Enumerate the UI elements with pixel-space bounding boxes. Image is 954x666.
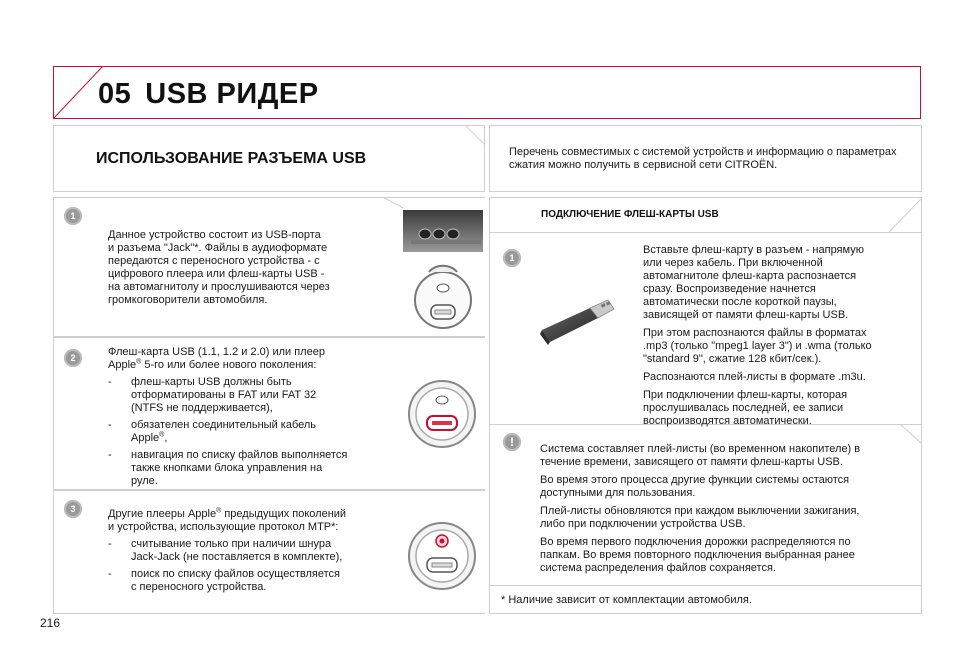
step2-badge: 2 bbox=[64, 349, 82, 367]
right-step1-paragraph bbox=[643, 327, 911, 366]
notice-paragraph bbox=[540, 443, 910, 469]
notice-paragraph bbox=[540, 505, 910, 531]
step2-bullet bbox=[108, 376, 390, 415]
para-line: доступными для пользования. bbox=[540, 487, 696, 499]
para-line: Распознаются плей-листы в формате .m3u. bbox=[643, 371, 866, 383]
step3-bullet bbox=[108, 568, 390, 594]
right-step1-paragraph bbox=[643, 371, 911, 384]
bullet-line bbox=[131, 432, 390, 445]
warning-icon: ! bbox=[503, 433, 521, 451]
step3-intro-post: предыдущих поколений bbox=[221, 508, 347, 520]
step1-line: на автомагнитолу и прослушиваются через bbox=[108, 281, 330, 293]
bullet-line: - поиск по списку файлов осуществляется bbox=[131, 568, 340, 580]
para-line: При подключении флеш-карты, которая bbox=[643, 389, 848, 401]
page-number: 216 bbox=[40, 616, 61, 630]
right-step1-paragraph bbox=[643, 244, 911, 322]
para-line: папкам. Во время повторного подключения выбранная ранее bbox=[540, 549, 855, 561]
para-line: воспроизводятся автоматически. bbox=[643, 415, 812, 427]
step3-intro-line bbox=[108, 508, 390, 521]
bullet-end: , bbox=[164, 432, 168, 444]
bullet-line: руле. bbox=[131, 475, 158, 487]
para-line: автомагнитоле флеш-карта распознается bbox=[643, 270, 857, 282]
bullet-line: - навигация по списку файлов выполняется bbox=[131, 449, 348, 461]
para-line: течение времени, зависящего от памяти флеш-карты USB. bbox=[540, 456, 843, 468]
step1-line: громкоговорители автомобиля. bbox=[108, 294, 268, 306]
para-line: прослушивалась последней, ее записи bbox=[643, 402, 844, 414]
step2-intro-rest: 5-го или более нового поколения: bbox=[141, 359, 317, 371]
usb-port-dashboard-illustration bbox=[403, 210, 483, 335]
bullet-line: отформатированы в FAT или FAT 32 bbox=[131, 389, 317, 401]
bullet-line: также кнопками блока управления на bbox=[131, 462, 323, 474]
para-line: система распределения файлов сохраняется. bbox=[540, 562, 776, 574]
registered-mark: ® bbox=[136, 358, 142, 366]
bullet-line: - флеш-карты USB должны быть bbox=[131, 376, 292, 388]
para-line: автоматически после короткой паузы, bbox=[643, 296, 837, 308]
right-step1-paragraph bbox=[643, 389, 911, 428]
step1-top-corner bbox=[53, 197, 403, 209]
step3-intro-line: и устройства, использующие протокол MTP*: bbox=[108, 521, 339, 533]
step3-intro-pre: Другие плееры Apple bbox=[108, 508, 217, 520]
chapter-title bbox=[98, 74, 319, 114]
bullet-line: Jack-Jack (не поставляется в комплекте), bbox=[131, 551, 343, 563]
step3-badge: 3 bbox=[64, 500, 82, 518]
para-line: .mp3 (только "mpeg1 layer 3") и .wma (только bbox=[643, 340, 872, 352]
section-title: ИСПОЛЬЗОВАНИЕ РАЗЪЕМА USB bbox=[96, 150, 367, 167]
usb-connection-subtitle: ПОДКЛЮЧЕНИЕ ФЛЕШ-КАРТЫ USB bbox=[541, 209, 719, 220]
step3-bullet bbox=[108, 538, 390, 564]
step1-line: передаются с переносного устройства - с bbox=[108, 255, 320, 267]
usb-port-highlight-illustration bbox=[406, 378, 478, 450]
chapter-number: 05 bbox=[98, 78, 132, 110]
para-line: зависящей от памяти флеш-карты USB. bbox=[643, 309, 849, 321]
para-line: Во время первого подключения дорожки распределяются по bbox=[540, 536, 851, 548]
step2-text bbox=[108, 346, 390, 488]
registered-mark: ® bbox=[159, 431, 165, 439]
bullet-line: (NTFS не поддерживается), bbox=[131, 402, 273, 414]
jack-port-highlight-illustration bbox=[406, 520, 478, 592]
step2-bullet-list bbox=[108, 376, 390, 488]
para-line: или через кабель. При включенной bbox=[643, 257, 823, 269]
para-line: Система составляет плей-листы (во временном накопителе) в bbox=[540, 443, 861, 455]
chapter-name: USB РИДЕР bbox=[145, 78, 319, 110]
notice-paragraph bbox=[540, 474, 910, 500]
step1-line: цифрового плеера или флеш-карты USB - bbox=[108, 268, 325, 280]
para-line: Вставьте флеш-карту в разъем - напрямую bbox=[643, 244, 864, 256]
bullet-line: с переносного устройства. bbox=[131, 581, 267, 593]
step2-bullet bbox=[108, 419, 390, 445]
step3-text bbox=[108, 508, 390, 594]
bullet-line: - обязателен соединительный кабель bbox=[131, 419, 317, 431]
apple-text: Apple bbox=[108, 359, 137, 371]
right-step1-badge: 1 bbox=[503, 249, 521, 267]
right-step1-text bbox=[643, 244, 911, 428]
step1-line: и разъема "Jack"*. Файлы в аудиоформате bbox=[108, 242, 328, 254]
footnote: * Наличие зависит от комплектации автомобиля. bbox=[501, 594, 752, 606]
para-line: либо при подключении устройства USB. bbox=[540, 518, 746, 530]
intro-text: Перечень совместимых с системой устройств и информацию о параметрах сжатия можно получить в сервисной сети CITROËN. bbox=[509, 146, 897, 171]
registered-mark: ® bbox=[216, 507, 222, 515]
step2-intro-line bbox=[108, 359, 390, 372]
para-line: Во время этого процесса другие функции системы остаются bbox=[540, 474, 850, 486]
step1-badge: 1 bbox=[64, 207, 82, 225]
step2-intro-line: Флеш-карта USB (1.1, 1.2 и 2.0) или плеер bbox=[108, 346, 325, 358]
usb-flash-drive-illustration bbox=[538, 290, 616, 348]
step2-bullet bbox=[108, 449, 390, 488]
notice-paragraph bbox=[540, 536, 910, 575]
para-line: "standard 9", сжатие 128 кбит/сек.). bbox=[643, 353, 822, 365]
notice-top-corner bbox=[489, 425, 922, 445]
notice-text bbox=[540, 443, 910, 575]
para-line: сразу. Воспроизведение начнется bbox=[643, 283, 816, 295]
step1-text bbox=[108, 229, 388, 307]
para-line: Плей-листы обновляются при каждом выключении зажигания, bbox=[540, 505, 860, 517]
step1-line: Данное устройство состоит из USB-порта bbox=[108, 229, 321, 241]
para-line: При этом распознаются файлы в форматах bbox=[643, 327, 867, 339]
bullet-line: - считывание только при наличии шнура bbox=[131, 538, 332, 550]
header-corner-line bbox=[53, 66, 103, 120]
apple-text: Apple bbox=[131, 432, 160, 444]
step3-bullet-list bbox=[108, 538, 390, 594]
